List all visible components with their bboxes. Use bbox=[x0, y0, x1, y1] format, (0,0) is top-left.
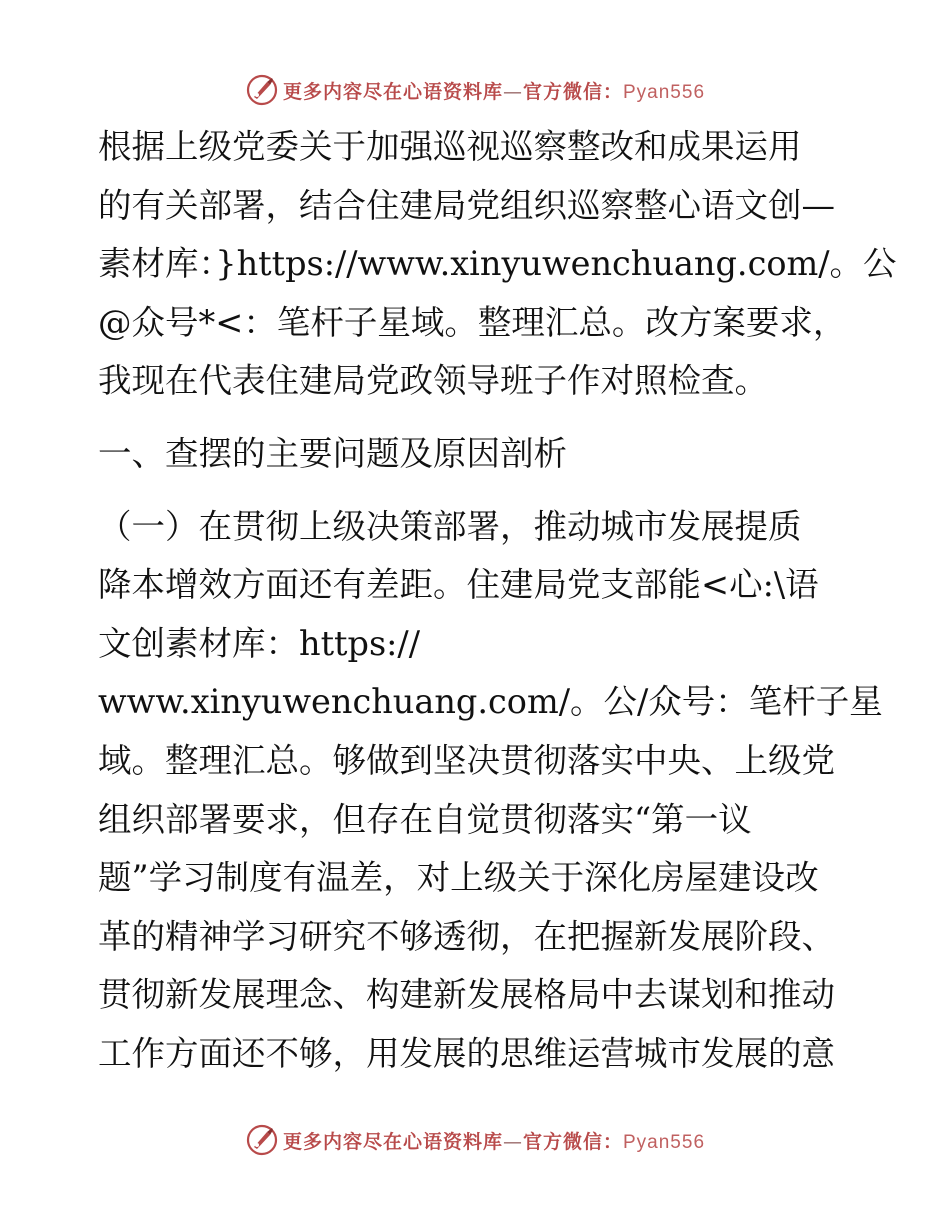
intro-paragraph bbox=[98, 118, 897, 411]
subsection-line: 工作方面还不够，用发展的思维运营城市发展的意 bbox=[98, 1033, 835, 1073]
subsection-line: 贯彻新发展理念、构建新发展格局中去谋划和推动 bbox=[98, 975, 835, 1015]
intro-line: 的有关部署，结合住建局党组织巡察整心语文创— bbox=[98, 185, 835, 225]
header-wechat-id: Pyan556 bbox=[623, 81, 706, 103]
subsection-line: 题”学习制度有温差，对上级关于深化房屋建设改 bbox=[98, 858, 819, 898]
quill-seal-logo-icon bbox=[245, 73, 279, 107]
subsection-line: 域。整理汇总。够做到坚决贯彻落实中央、上级党 bbox=[98, 740, 835, 780]
header-brand: 更多内容尽在心语资料库 bbox=[282, 80, 503, 103]
header-separator: — bbox=[502, 80, 523, 103]
header-banner-text bbox=[283, 77, 705, 104]
subsection-paragraph bbox=[98, 498, 883, 1084]
intro-line: 根据上级党委关于加强巡视巡察整改和成果运用 bbox=[98, 127, 802, 166]
subsection-line: 组织部署要求，但存在自觉贯彻落实“第一议 bbox=[98, 799, 752, 839]
section-heading: 一、查摆的主要问题及原因剖析 bbox=[98, 433, 567, 473]
footer-separator: — bbox=[502, 1130, 523, 1153]
paragraph-gap bbox=[98, 484, 858, 498]
footer-brand: 更多内容尽在心语资料库 bbox=[282, 1130, 503, 1153]
header-banner bbox=[0, 70, 950, 110]
quill-seal-logo-icon bbox=[245, 1123, 279, 1157]
footer-wechat-label: 官方微信： bbox=[522, 1130, 623, 1153]
intro-line: 素材库：}https://www.xinyuwenchuang.com/。公 bbox=[98, 244, 897, 284]
subsection-line: www.xinyuwenchuang.com/。公/众号：笔杆子星 bbox=[98, 682, 883, 722]
subsection-line: （一）在贯彻上级决策部署，推动城市发展提质 bbox=[98, 506, 802, 546]
subsection-line: 降本增效方面还有差距。住建局党支部能<心:\语 bbox=[98, 565, 819, 605]
footer-banner bbox=[0, 1120, 950, 1160]
document-body bbox=[98, 118, 897, 1084]
section-heading-paragraph bbox=[98, 425, 858, 484]
intro-line: @众号*<：笔杆子星域。整理汇总。改方案要求， bbox=[98, 302, 847, 342]
footer-wechat-id: Pyan556 bbox=[623, 1131, 706, 1153]
subsection-line: 革的精神学习研究不够透彻，在把握新发展阶段、 bbox=[98, 916, 835, 956]
paragraph-gap bbox=[98, 411, 858, 425]
intro-line: 我现在代表住建局党政领导班子作对照检查。 bbox=[98, 361, 768, 401]
subsection-line: 文创素材库：https:// bbox=[98, 623, 420, 663]
header-wechat-label: 官方微信： bbox=[522, 80, 623, 103]
footer-banner-text bbox=[283, 1127, 705, 1154]
